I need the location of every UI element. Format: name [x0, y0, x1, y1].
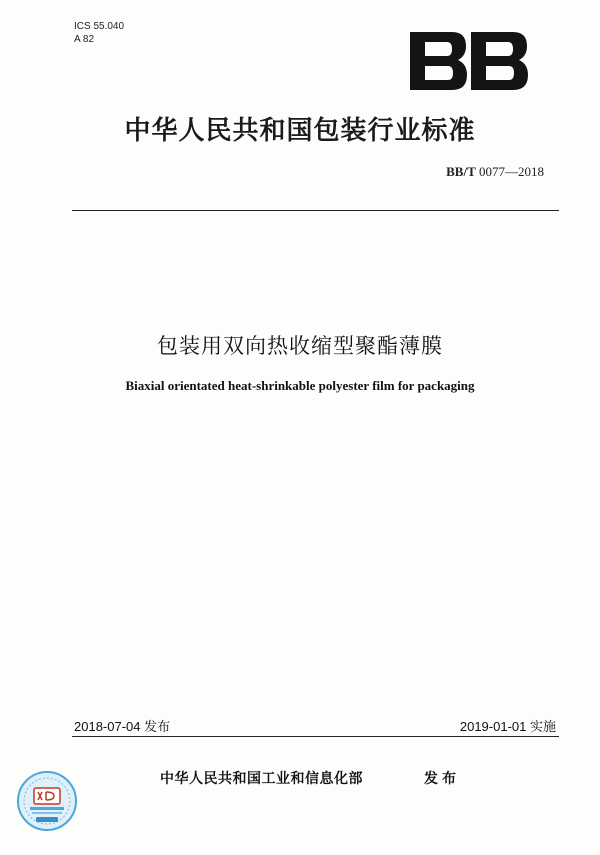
- implement-date-value: 2019-01-01: [459, 719, 527, 734]
- ccs-code: A 82: [74, 34, 95, 45]
- issue-label: 发布: [424, 771, 460, 787]
- publish-date-label: 发布: [144, 719, 171, 734]
- bb-logo-icon: [408, 30, 530, 92]
- standard-title-english: Biaxial orientated heat-shrinkable polyester film for packaging: [125, 378, 475, 393]
- standard-number: [446, 164, 544, 180]
- organization-standard-title: 中华人民共和国包装行业标准: [124, 116, 476, 146]
- standard-prefix: BB/T: [446, 164, 476, 179]
- standard-title-chinese: 包装用双向热收缩型聚酯薄膜: [157, 334, 443, 358]
- issuing-authority: 中华人民共和国工业和信息化部: [160, 771, 363, 787]
- implement-date: [460, 716, 556, 735]
- publish-date: [74, 716, 170, 735]
- bottom-divider: [72, 736, 559, 737]
- implement-date-label: 实施: [529, 719, 556, 734]
- top-divider: [72, 210, 559, 211]
- publish-date-value: 2018-07-04: [74, 719, 141, 734]
- anti-counterfeit-seal-icon: [16, 770, 78, 832]
- standard-code: 0077—2018: [479, 164, 544, 179]
- ics-code: ICS 55.040: [74, 21, 125, 32]
- classification-block: [74, 20, 124, 46]
